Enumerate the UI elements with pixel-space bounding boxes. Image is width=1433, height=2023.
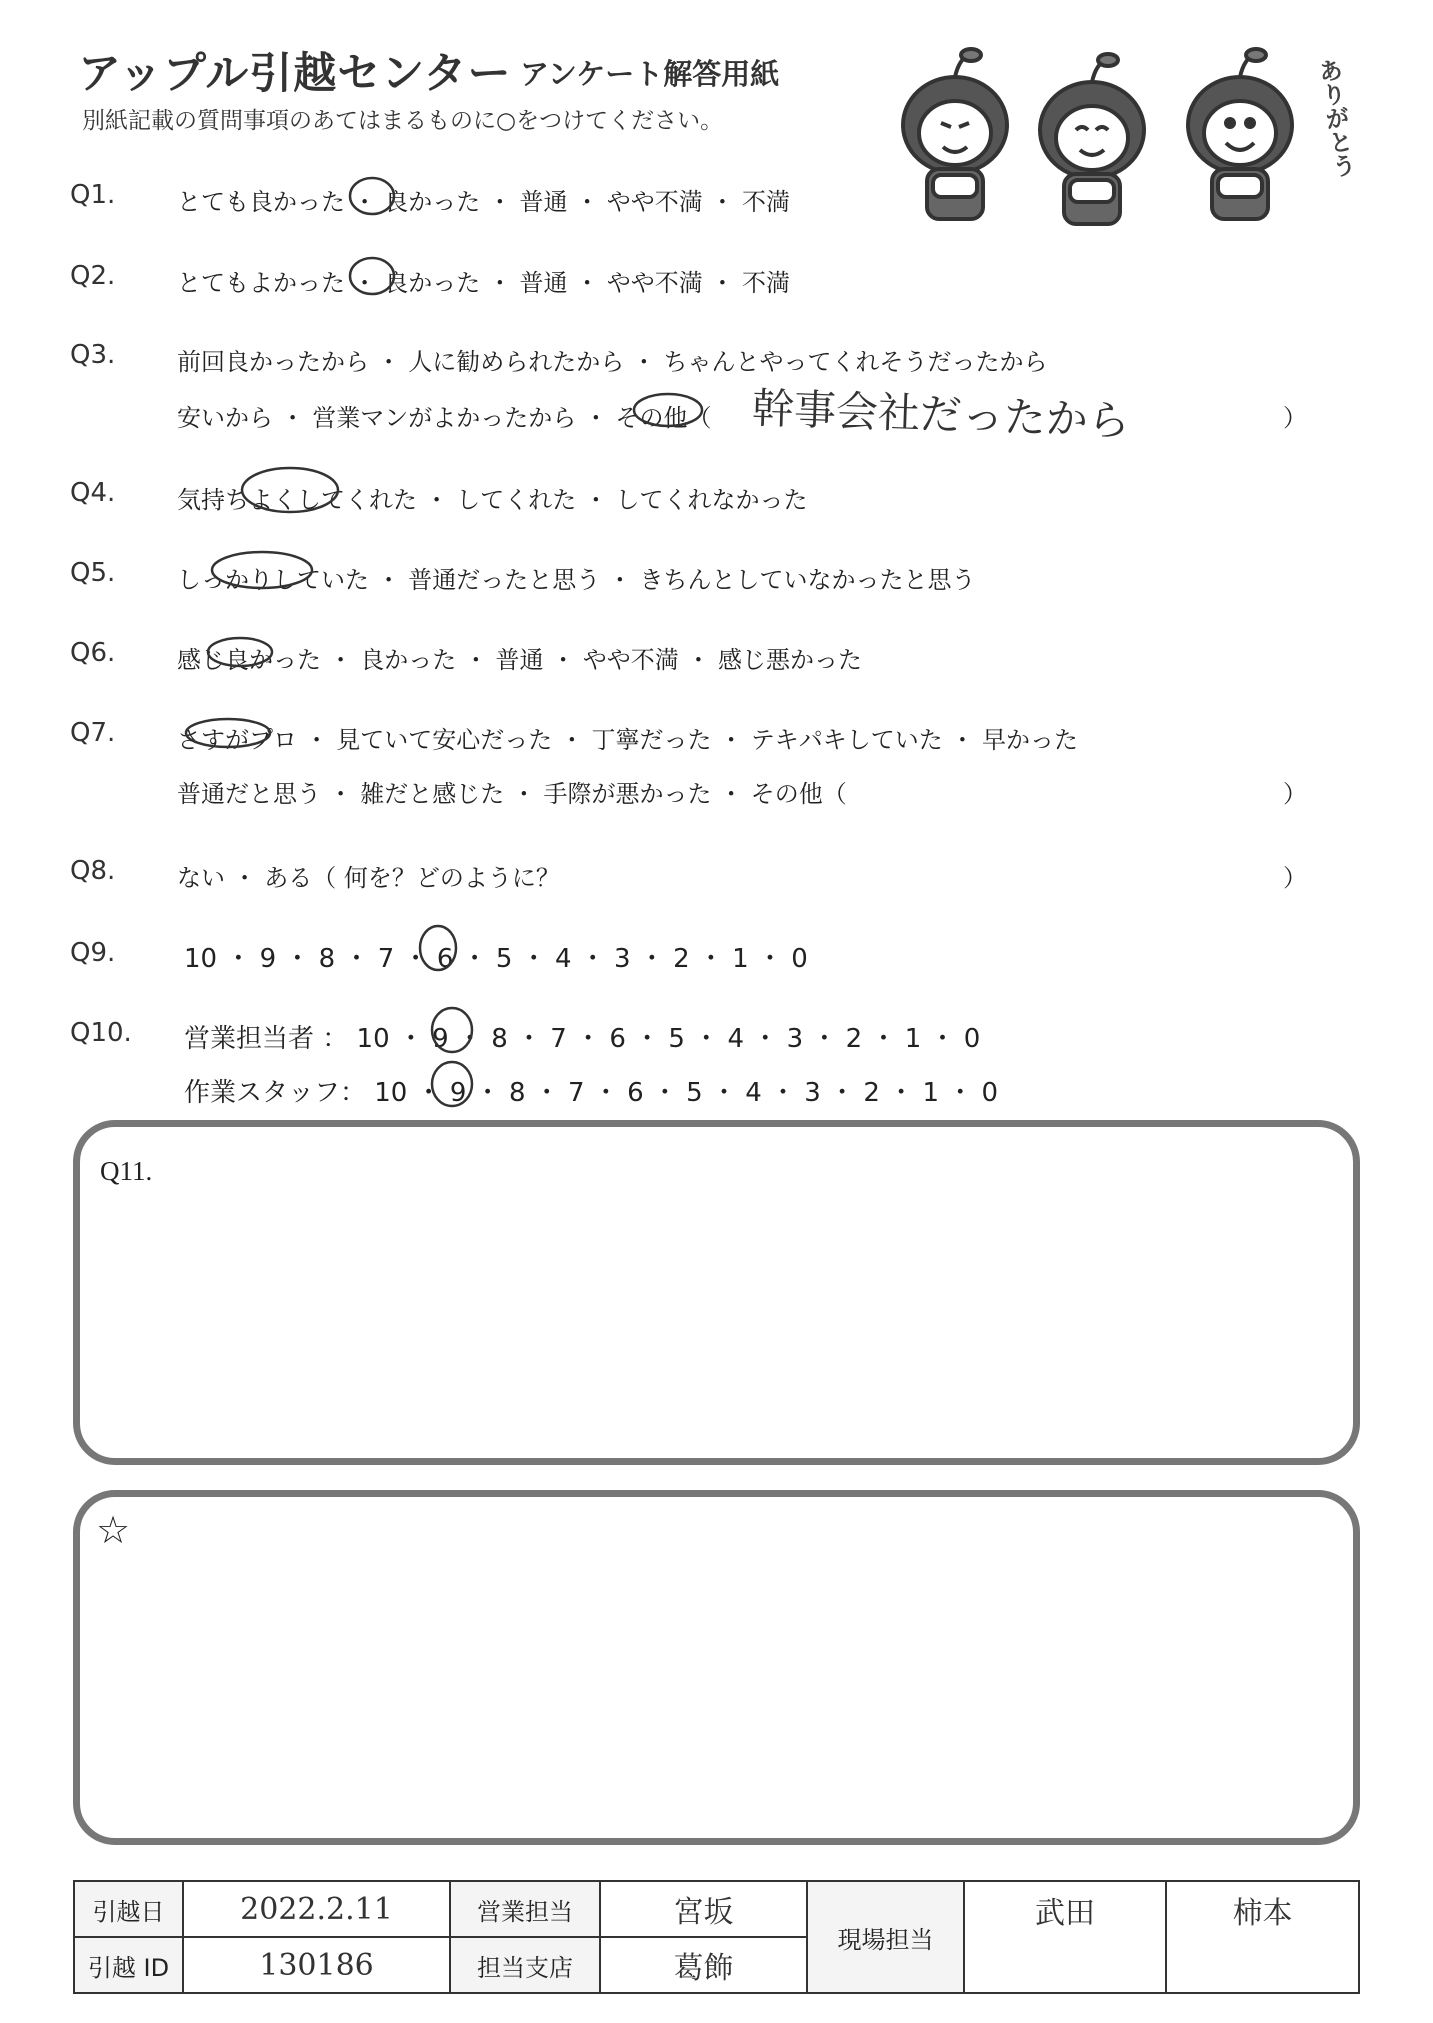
q7-answer-circle [186, 719, 270, 747]
star-comment-box[interactable] [73, 1490, 1360, 1845]
q4-answer-circle [242, 468, 338, 512]
brand-title: アップル引越センター [78, 49, 512, 99]
q7-options-line2: 普通だと思う ・ 雑だと感じた ・ 手際が悪かった ・ その他（ [177, 780, 847, 808]
q1-options: とても良かった ・ 良かった ・ 普通 ・ やや不満 ・ 不満 [177, 188, 791, 216]
q3-other-handwritten: 幹事会社だったから [751, 383, 1131, 446]
q10-label: Q10. [70, 1018, 132, 1048]
q6-label: Q6. [70, 638, 116, 668]
q10-staff-answer-circle [432, 1062, 472, 1106]
q2-answer-circle [350, 258, 394, 294]
instruction-text: 別紙記載の質問事項のあてはまるものに○をつけてください。 [82, 108, 724, 134]
q1-answer-circle [350, 178, 394, 214]
q7-options-line1: さすがプロ ・ 見ていて安心だった ・ 丁寧だった ・ テキパキしていた ・ 早かった [177, 726, 1079, 754]
q2-label: Q2. [70, 261, 116, 291]
move-id-label: 引越 ID [74, 1937, 183, 1993]
q7-label: Q7. [70, 718, 116, 748]
q4-label: Q4. [70, 478, 116, 508]
q6-options: 感じ良かった ・ 良かった ・ 普通 ・ やや不満 ・ 感じ悪かった [177, 646, 863, 674]
branch-label: 担当支店 [450, 1937, 600, 1993]
move-id-value: 130186 [183, 1937, 450, 1993]
q8-close-paren: ） [1283, 864, 1307, 892]
q5-options: しっかりしていた ・ 普通だったと思う ・ きちんとしていなかったと思う [177, 566, 976, 594]
q7-close-paren: ） [1283, 780, 1307, 808]
q3-options-line2: 安いから ・ 営業マンがよかったから ・ その他（ [177, 404, 712, 432]
q10-sales-scale: 営業担当者 ： 10 ・ 9 ・ 8 ・ 7 ・ 6 ・ 5 ・ 4 ・ 3 ・ 2 ・ 1 ・ 0 [184, 1024, 981, 1054]
q10-sales-answer-circle [432, 1008, 472, 1052]
q3-options-line1: 前回良かったから ・ 人に勧められたから ・ ちゃんとやってくれそうだったから [177, 348, 1048, 376]
q9-answer-circle [420, 926, 456, 970]
thanks-text: ありがとう [1312, 56, 1358, 180]
q2-options: とてもよかった ・ 良かった ・ 普通 ・ やや不満 ・ 不満 [177, 269, 791, 297]
q9-label: Q9. [70, 938, 116, 968]
sales-rep-value: 宮坂 [600, 1881, 807, 1937]
q8-label: Q8. [70, 856, 116, 886]
move-info-table [73, 1880, 1360, 1994]
q10-staff-scale: 作業スタッフ： 10 ・ 9 ・ 8 ・ 7 ・ 6 ・ 5 ・ 4 ・ 3 ・ 2 ・ 1 ・ 0 [184, 1078, 999, 1108]
site-staff-label: 現場担当 [807, 1881, 964, 1993]
branch-value: 葛飾 [600, 1937, 807, 1993]
q11-comment-box[interactable] [73, 1120, 1360, 1465]
q6-answer-circle [208, 638, 272, 666]
form-subtitle: アンケート解答用紙 [520, 57, 780, 91]
move-date-value: 2022.2.11 [183, 1881, 450, 1937]
q5-label: Q5. [70, 558, 116, 588]
q3-close-paren: ） [1283, 404, 1307, 432]
q9-scale: 10 ・ 9 ・ 8 ・ 7 ・ 6 ・ 5 ・ 4 ・ 3 ・ 2 ・ 1 ・ 0 [184, 944, 808, 974]
sales-rep-label: 営業担当 [450, 1881, 600, 1937]
site-staff-1-value: 武田 [964, 1881, 1166, 1993]
q3-answer-circle [634, 394, 702, 426]
q3-label: Q3. [70, 340, 116, 370]
q5-answer-circle [212, 552, 312, 588]
q4-options: 気持ちよくしてくれた ・ してくれた ・ してくれなかった [177, 486, 808, 514]
q1-label: Q1. [70, 180, 116, 210]
q8-options: ない ・ ある（ 何を？どのように？ [177, 864, 560, 892]
star-box-label: ☆ [96, 1510, 131, 1552]
q11-box-label: Q11. [100, 1156, 153, 1186]
site-staff-2-value: 柿本 [1166, 1881, 1359, 1993]
move-date-label: 引越日 [74, 1881, 183, 1937]
